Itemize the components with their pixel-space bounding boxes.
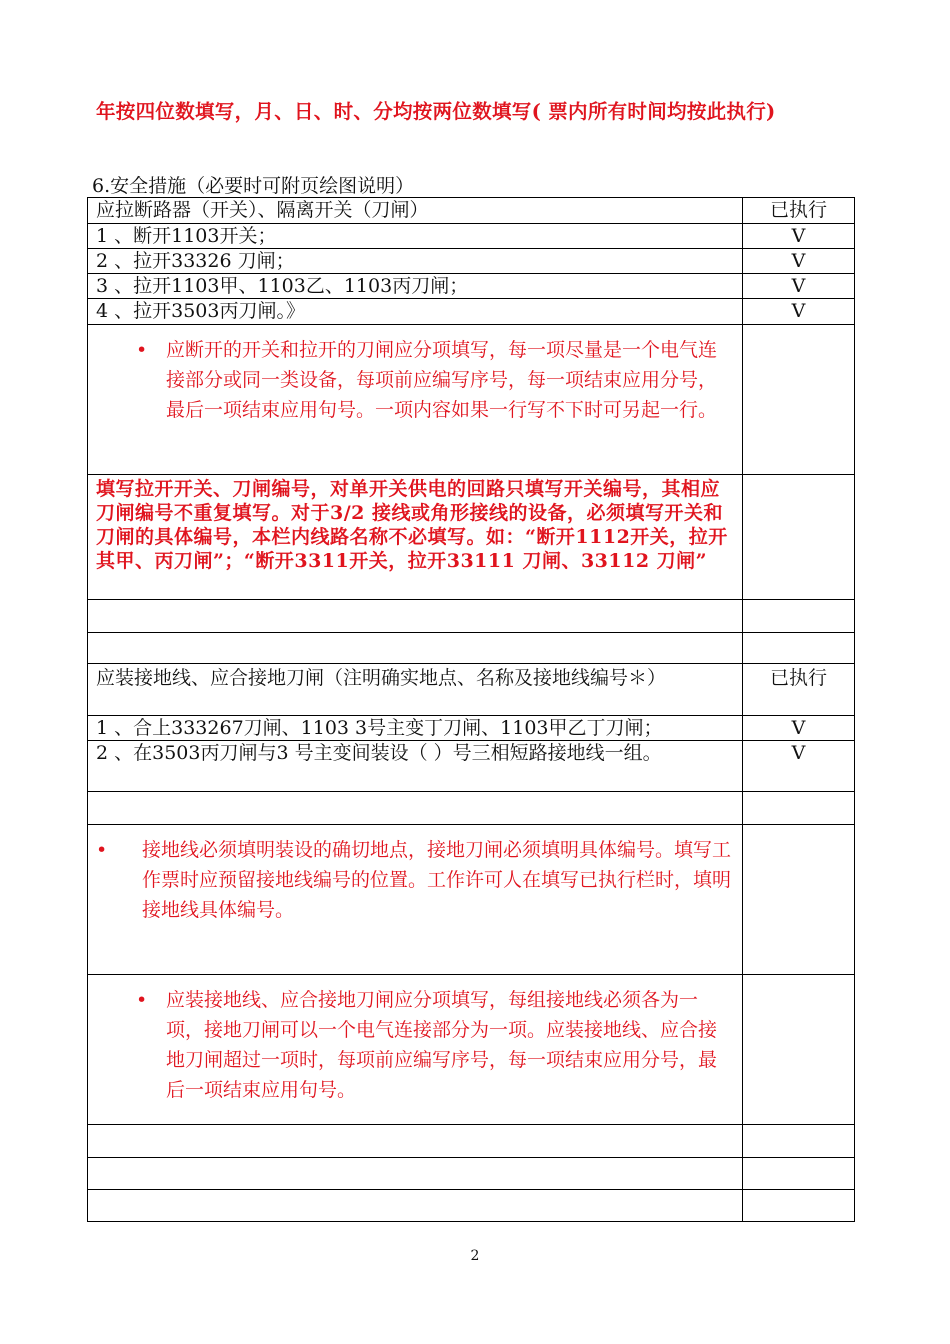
table-row <box>88 975 855 1125</box>
guideline-note <box>96 835 734 925</box>
table2-header-row <box>88 664 855 716</box>
measure-item: 2 、在3503丙刀闸与3 号主变间装设（ ）号三相短路接地线一组。 <box>88 741 743 792</box>
executed-mark: V <box>743 741 855 792</box>
table-row <box>88 600 855 633</box>
note-cell <box>88 975 743 1125</box>
guideline-text: 接地线必须填明装设的确切地点，接地刀闸必须填明具体编号。填写工作票时应预留接地线编号的位置。工作许可人在填写已执行栏时，填明接地线具体编号。 <box>142 839 732 921</box>
executed-mark: V <box>743 299 855 325</box>
empty-status-cell <box>743 975 855 1125</box>
empty-cell <box>88 1125 743 1158</box>
table-row <box>88 633 855 664</box>
bullet-icon: • <box>136 989 148 1011</box>
section-title: 6.安全措施（必要时可附页绘图说明） <box>92 175 415 197</box>
table2-header-status: 已执行 <box>743 664 855 716</box>
table-row <box>88 274 855 299</box>
empty-status-cell <box>743 825 855 975</box>
guideline-text: 应断开的开关和拉开的刀闸应分项填写，每一项尽量是一个电气连接部分或同一类设备，每项前应编写序号，每一项结束应用分号，最后一项结束应用句号。一项内容如果一行写不下时可另起一行。 <box>166 339 718 421</box>
empty-cell <box>88 633 743 664</box>
table1-header-status: 已执行 <box>743 198 855 224</box>
note-cell <box>88 475 743 600</box>
measure-item: 1 、断开1103开关； <box>88 224 743 249</box>
table-row <box>88 299 855 325</box>
table-row <box>88 716 855 741</box>
empty-status-cell <box>743 1125 855 1158</box>
table-row <box>88 325 855 475</box>
note-cell <box>88 825 743 975</box>
bullet-icon: • <box>96 839 108 861</box>
table1-header: 应拉断路器（开关）、隔离开关（刀闸） <box>88 198 743 224</box>
executed-mark: V <box>743 249 855 274</box>
empty-status-cell <box>743 475 855 600</box>
table1-header-row <box>88 198 855 224</box>
empty-cell <box>88 792 743 825</box>
safety-measures-table <box>87 197 855 1222</box>
executed-mark: V <box>743 224 855 249</box>
empty-status-cell <box>743 1158 855 1190</box>
empty-status-cell <box>743 600 855 633</box>
empty-status-cell <box>743 1190 855 1222</box>
measure-item: 2 、拉开33326 刀闸； <box>88 249 743 274</box>
measure-item: 3 、拉开1103甲、1103乙、1103丙刀闸； <box>88 274 743 299</box>
table-row <box>88 249 855 274</box>
empty-status-cell <box>743 792 855 825</box>
measure-item: 4 、拉开3503丙刀闸。》 <box>88 299 743 325</box>
table-row <box>88 1125 855 1158</box>
table-row <box>88 792 855 825</box>
empty-cell <box>88 1190 743 1222</box>
note-cell <box>88 325 743 475</box>
table-row <box>88 1190 855 1222</box>
measure-item: 1 、合上333267刀闸、1103 3号主变丁刀闸、1103甲乙丁刀闸； <box>88 716 743 741</box>
guideline-note <box>136 985 734 1105</box>
intro-note: 年按四位数填写，月、日、时、分均按两位数填写( 票内所有时间均按此执行) <box>96 100 776 123</box>
guideline-note-bold: 填写拉开开关、刀闸编号，对单开关供电的回路只填写开关编号，其相应刀闸编号不重复填写。对于3/2 接线或角形接线的设备，必须填写开关和刀闸的具体编号，本栏内线路名称不必填写。如：“断开1112开关，拉开其甲、丙刀闸”；“断开3311开关，拉开33111 刀闸、33112 刀闸” <box>96 478 728 572</box>
guideline-note <box>136 335 734 425</box>
empty-status-cell <box>743 325 855 475</box>
table-row <box>88 475 855 600</box>
page-number: 2 <box>470 1248 480 1264</box>
table-row <box>88 825 855 975</box>
empty-status-cell <box>743 633 855 664</box>
table-row <box>88 741 855 792</box>
executed-mark: V <box>743 274 855 299</box>
table-row <box>88 224 855 249</box>
empty-cell <box>88 600 743 633</box>
empty-cell <box>88 1158 743 1190</box>
guideline-text: 应装接地线、应合接地刀闸应分项填写，每组接地线必须各为一项，接地刀闸可以一个电气连接部分为一项。应装接地线、应合接地刀闸超过一项时，每项前应编写序号，每一项结束应用分号，最后一项结束应用句号。 <box>166 989 718 1101</box>
bullet-icon: • <box>136 339 148 361</box>
table-row <box>88 1158 855 1190</box>
executed-mark: V <box>743 716 855 741</box>
table2-header: 应装接地线、应合接地刀闸（注明确实地点、名称及接地线编号＊） <box>88 664 743 716</box>
